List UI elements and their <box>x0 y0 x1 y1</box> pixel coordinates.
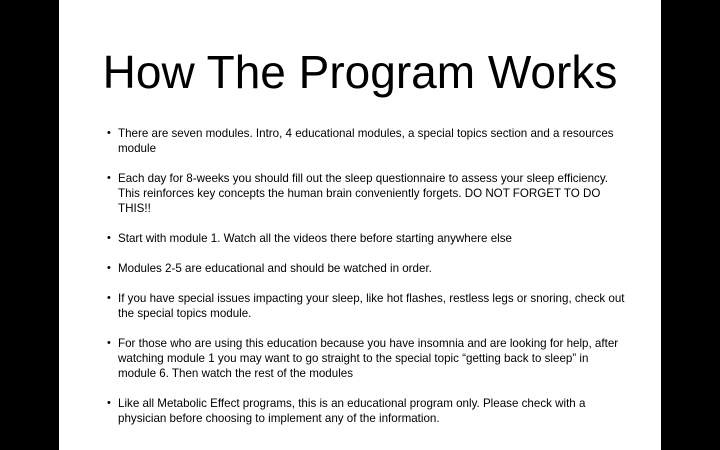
bullet-text: Start with module 1. Watch all the videos there before starting anywhere else <box>118 232 512 245</box>
slide-title: How The Program Works <box>102 46 618 98</box>
bullet-text: For those who are using this education because you have insomnia and are looking for help, after watching module 1 you may want to go straight to the special topic “getting back to sleep” in module 6. Then watch the rest of the modules <box>118 337 619 380</box>
bullet-item <box>107 231 627 246</box>
bullet-glyph: • <box>107 337 111 349</box>
bullet-text: Modules 2-5 are educational and should be watched in order. <box>118 262 432 275</box>
bullet-text: Each day for 8-weeks you should fill out the sleep questionnaire to assess your sleep efficiency. This reinforces key concepts the human brain conveniently forgets. DO NOT FORGET TO DO THIS!! <box>118 172 609 215</box>
bullet-glyph: • <box>107 292 111 304</box>
slide <box>59 0 661 450</box>
bullet-item <box>107 396 627 426</box>
bullet-item <box>107 171 627 216</box>
bullet-text: There are seven modules. Intro, 4 educational modules, a special topics section and a resources module <box>118 127 614 155</box>
bullet-item <box>107 261 627 276</box>
bullet-item <box>107 126 627 156</box>
bullet-glyph: • <box>107 127 111 139</box>
bullet-item <box>107 291 627 321</box>
bullet-glyph: • <box>107 232 111 244</box>
bullet-text: If you have special issues impacting your sleep, like hot flashes, restless legs or snoring, check out the special topics module. <box>118 292 625 320</box>
bullet-list <box>107 126 627 441</box>
bullet-text: Like all Metabolic Effect programs, this is an educational program only. Please check with a physician before choosing to implement any of the information. <box>118 397 586 425</box>
bullet-glyph: • <box>107 262 111 274</box>
bullet-glyph: • <box>107 172 111 184</box>
bullet-item <box>107 336 627 381</box>
bullet-glyph: • <box>107 397 111 409</box>
